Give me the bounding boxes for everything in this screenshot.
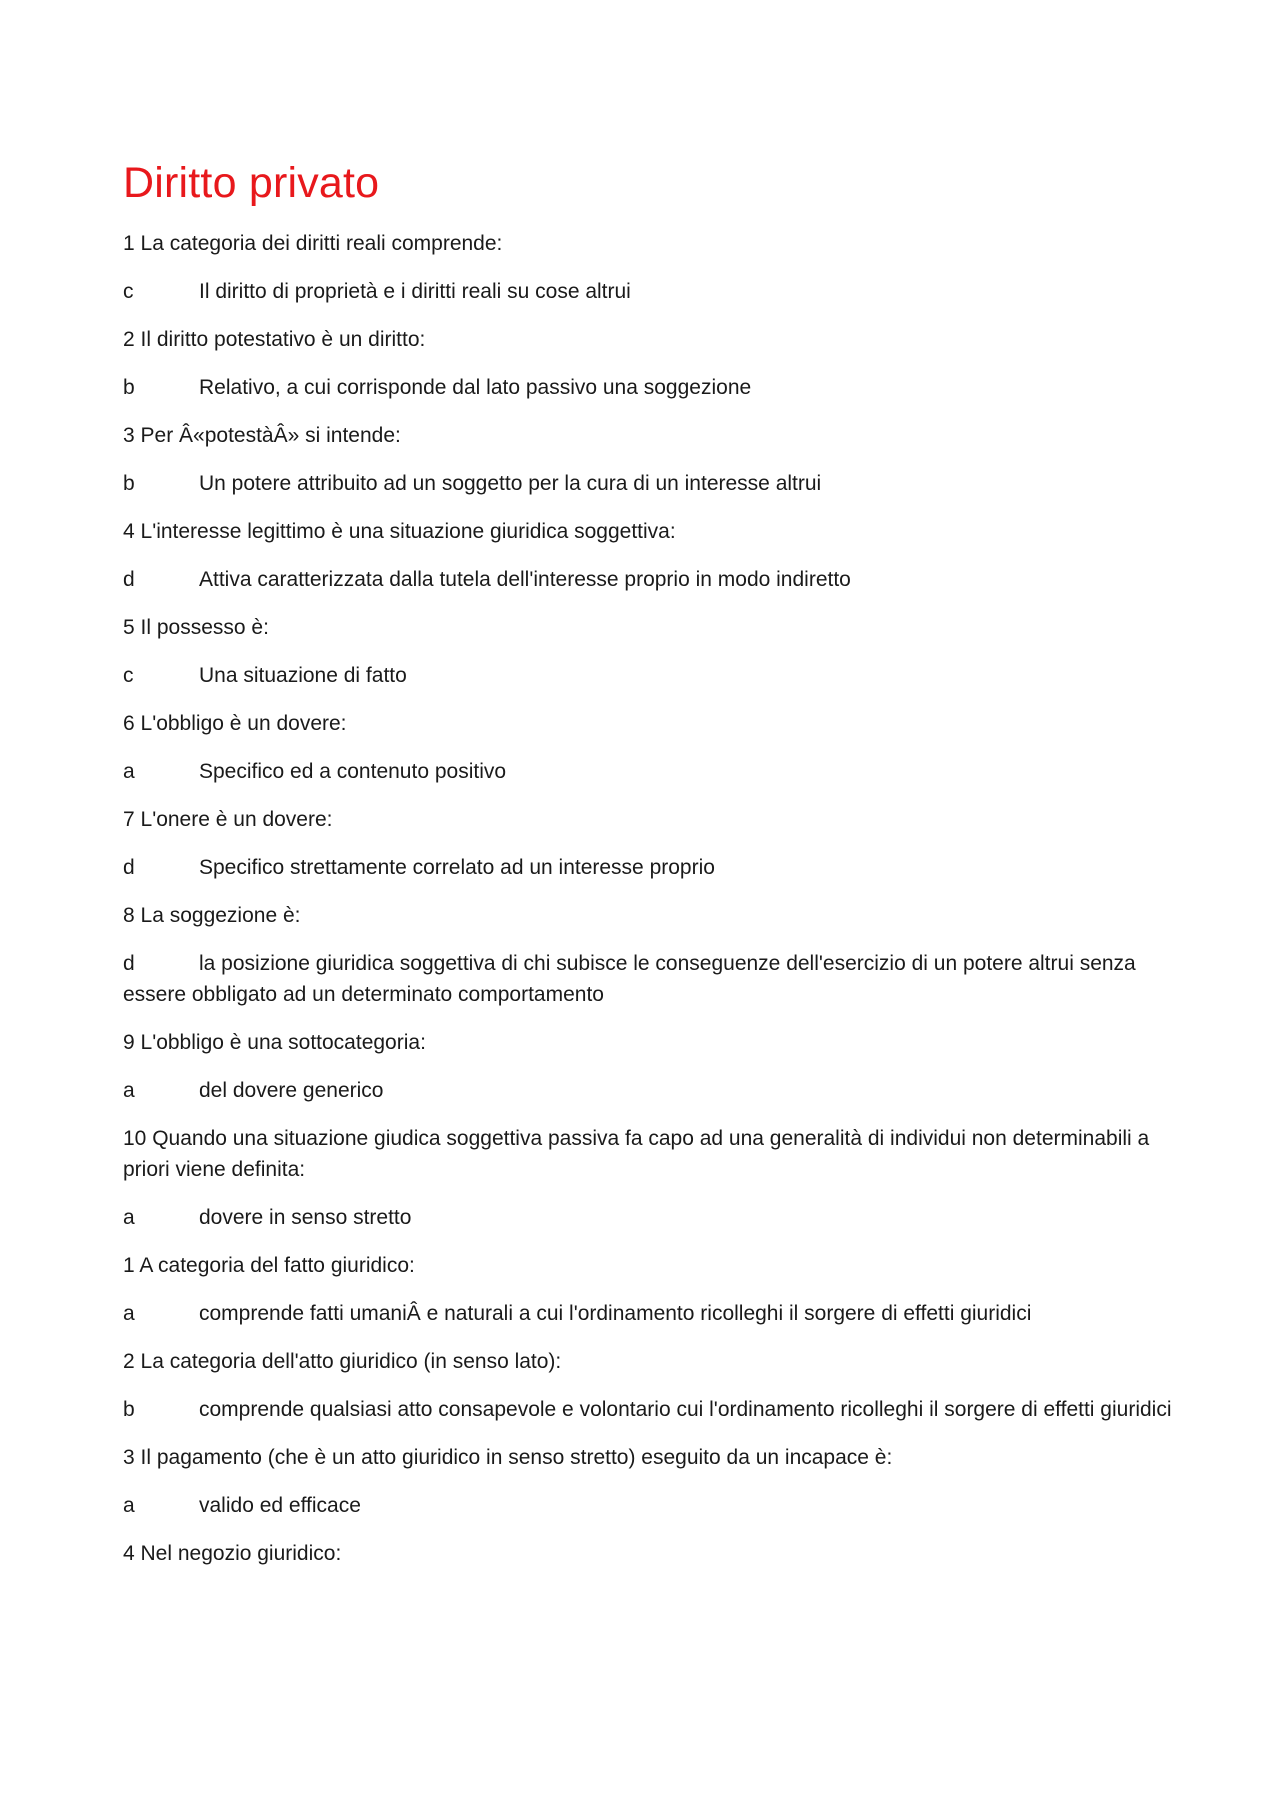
answer-letter: d xyxy=(123,952,135,975)
answer-letter: c xyxy=(123,664,134,687)
answer-text: comprende fatti umaniÂ e naturali a cui l'ordinamento ricolleghi il sorgere di effetti giuridici xyxy=(199,1302,1032,1325)
answer-text: Relativo, a cui corrisponde dal lato passivo una soggezione xyxy=(199,376,752,399)
answer-text: dovere in senso stretto xyxy=(199,1206,412,1229)
question-text: 3 Per Â«potestàÂ» si intende: xyxy=(123,424,401,447)
document-title: Diritto privato xyxy=(123,159,380,207)
answer-letter: a xyxy=(123,760,135,783)
question-text: 6 L'obbligo è un dovere: xyxy=(123,712,347,735)
answer-text: valido ed efficace xyxy=(199,1494,361,1517)
question-text: 7 L'onere è un dovere: xyxy=(123,808,333,831)
answer-letter: d xyxy=(123,568,135,591)
question-text: 5 Il possesso è: xyxy=(123,616,269,639)
qa-item-14 xyxy=(123,1538,1183,1569)
question-text: 1 La categoria dei diritti reali comprende: xyxy=(123,232,503,255)
answer-text: Il diritto di proprietà e i diritti reali su cose altrui xyxy=(199,280,631,303)
answer-text: Specifico strettamente correlato ad un interesse proprio xyxy=(199,856,715,879)
document-page xyxy=(123,158,1183,1586)
answer-line xyxy=(123,756,1183,787)
answer-text: del dovere generico xyxy=(199,1079,384,1102)
answer-line xyxy=(123,1394,1183,1425)
qa-item-3 xyxy=(123,420,1183,499)
qa-item-6 xyxy=(123,708,1183,787)
answer-text: comprende qualsiasi atto consapevole e volontario cui l'ordinamento ricolleghi il sorgere di effetti giuridici xyxy=(199,1398,1172,1421)
answer-line xyxy=(123,564,1183,595)
question-text: 2 La categoria dell'atto giuridico (in senso lato): xyxy=(123,1350,562,1373)
qa-item-10 xyxy=(123,1123,1183,1233)
answer-letter: a xyxy=(123,1494,135,1517)
question-text: 4 L'interesse legittimo è una situazione giuridica soggettiva: xyxy=(123,520,676,543)
answer-letter: c xyxy=(123,280,134,303)
answer-line xyxy=(123,1490,1183,1521)
answer-line xyxy=(123,1298,1183,1329)
answer-text: la posizione giuridica soggettiva di chi subisce le conseguenze dell'esercizio di un potere altrui senza essere obbligato ad un determinato comportamento xyxy=(123,952,1136,1006)
qa-item-1 xyxy=(123,228,1183,307)
qa-item-5 xyxy=(123,612,1183,691)
answer-text: Un potere attribuito ad un soggetto per la cura di un interesse altrui xyxy=(199,472,822,495)
answer-line xyxy=(123,276,1183,307)
answer-text: Una situazione di fatto xyxy=(199,664,407,687)
qa-item-8 xyxy=(123,900,1183,1010)
qa-item-12 xyxy=(123,1346,1183,1425)
answer-letter: a xyxy=(123,1302,135,1325)
question-text: 8 La soggezione è: xyxy=(123,904,301,927)
qa-item-13 xyxy=(123,1442,1183,1521)
answer-line xyxy=(123,1202,1183,1233)
answer-line xyxy=(123,468,1183,499)
question-text: 2 Il diritto potestativo è un diritto: xyxy=(123,328,426,351)
question-text: 10 Quando una situazione giudica soggettiva passiva fa capo ad una generalità di individui non determinabili a priori viene definita: xyxy=(123,1127,1150,1181)
question-text: 9 L'obbligo è una sottocategoria: xyxy=(123,1031,426,1054)
answer-letter: d xyxy=(123,856,135,879)
question-text: 4 Nel negozio giuridico: xyxy=(123,1542,342,1565)
answer-letter: a xyxy=(123,1206,135,1229)
answer-text: Attiva caratterizzata dalla tutela dell'interesse proprio in modo indiretto xyxy=(199,568,851,591)
qa-item-7 xyxy=(123,804,1183,883)
qa-item-9 xyxy=(123,1027,1183,1106)
answer-line xyxy=(123,660,1183,691)
answer-line xyxy=(123,948,1183,1010)
qa-item-4 xyxy=(123,516,1183,595)
answer-text: Specifico ed a contenuto positivo xyxy=(199,760,507,783)
answer-letter: b xyxy=(123,376,135,399)
question-text: 3 Il pagamento (che è un atto giuridico in senso stretto) eseguito da un incapace è: xyxy=(123,1446,893,1469)
answer-line xyxy=(123,372,1183,403)
answer-line xyxy=(123,852,1183,883)
answer-letter: a xyxy=(123,1079,135,1102)
answer-line xyxy=(123,1075,1183,1106)
qa-item-11 xyxy=(123,1250,1183,1329)
answer-letter: b xyxy=(123,472,135,495)
answer-letter: b xyxy=(123,1398,135,1421)
question-text: 1 A categoria del fatto giuridico: xyxy=(123,1254,415,1277)
qa-item-2 xyxy=(123,324,1183,403)
